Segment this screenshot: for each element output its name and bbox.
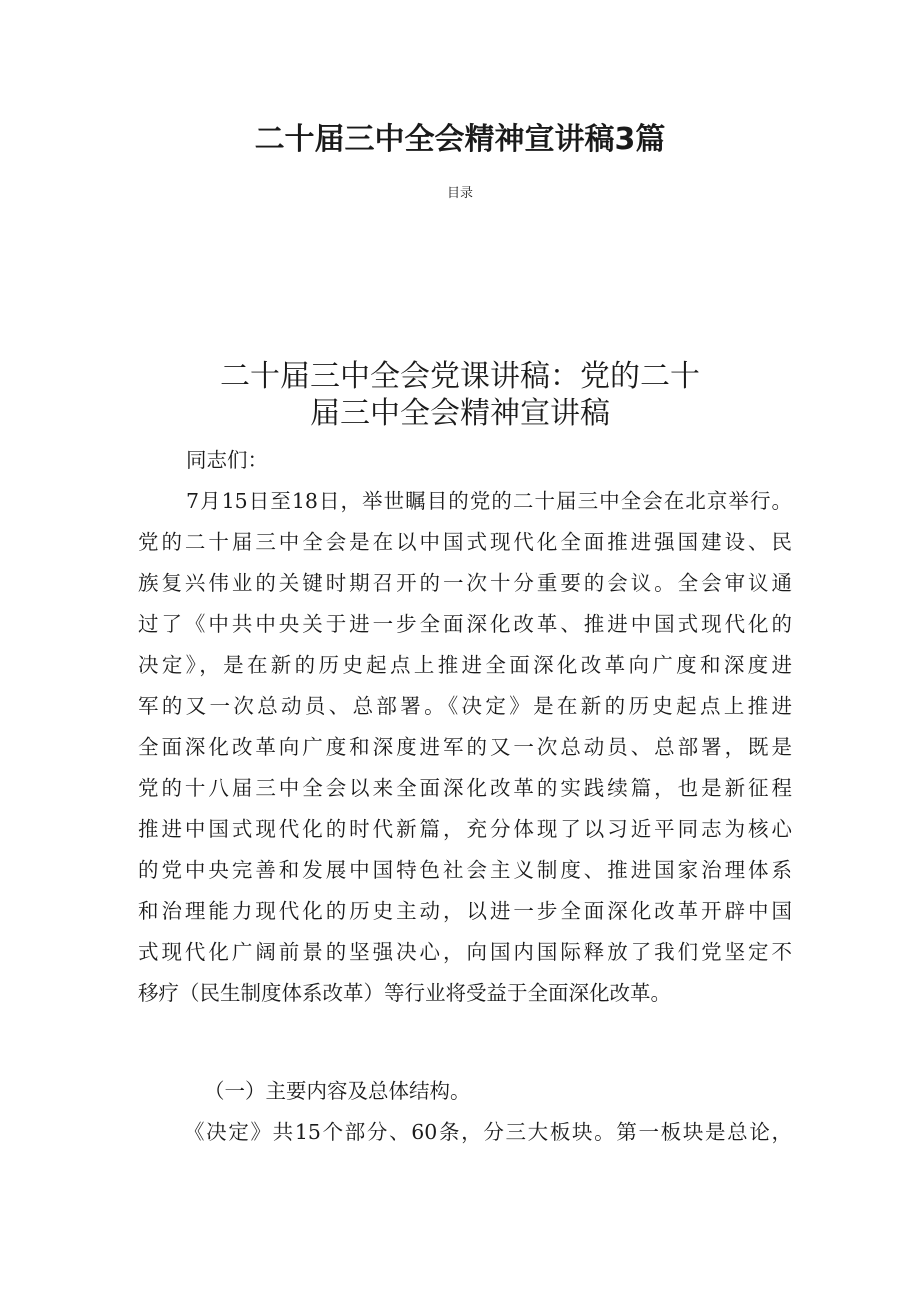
section-title-line-1: 二十届三中全会党课讲稿：党的二十 [220, 359, 700, 394]
paragraph-line: 族复兴伟业的关键时期召开的一次十分重要的会议。全会审议通 [138, 571, 792, 595]
salutation: 同志们： [186, 448, 268, 472]
section-title-line-2: 届三中全会精神宣讲稿 [310, 396, 610, 431]
body-paragraph-1 [138, 481, 792, 1014]
body-paragraph-2 [138, 1112, 792, 1153]
paragraph-line: 过了《中共中央关于进一步全面深化改革、推进中国式现代化的 [138, 612, 792, 636]
paragraph-line: 《决定》共15个部分、60条，分三大板块。第一板块是总论， [184, 1120, 792, 1144]
paragraph-line: 式现代化广阔前景的坚强决心，向国内国际释放了我们党坚定不 [138, 940, 792, 964]
paragraph-line: 推进中国式现代化的时代新篇，充分体现了以习近平同志为核心 [138, 817, 792, 841]
paragraph-line: 和治理能力现代化的历史主动，以进一步全面深化改革开辟中国 [138, 899, 792, 923]
paragraph-line: 移疗（民生制度体系改革）等行业将受益于全面深化改革。 [138, 981, 671, 1005]
paragraph-line: 7月15日至18日，举世瞩目的党的二十届三中全会在北京举行。 [186, 489, 792, 513]
paragraph-line: 军的又一次总动员、总部署。《决定》是在新的历史起点上推进 [138, 694, 792, 718]
paragraph-line: 全面深化改革向广度和深度进军的又一次总动员、总部署，既是 [138, 735, 792, 759]
paragraph-line: 党的十八届三中全会以来全面深化改革的实践续篇，也是新征程 [138, 776, 792, 800]
table-of-contents-label: 目录 [446, 186, 473, 201]
subheading: （一）主要内容及总体结构。 [204, 1079, 471, 1103]
paragraph-line: 党的二十届三中全会是在以中国式现代化全面推进强国建设、民 [138, 530, 792, 554]
paragraph-line: 的党中央完善和发展中国特色社会主义制度、推进国家治理体系 [138, 858, 792, 882]
paragraph-line: 决定》，是在新的历史起点上推进全面深化改革向广度和深度进 [138, 653, 792, 677]
document-title: 二十届三中全会精神宣讲稿3篇 [254, 122, 666, 157]
